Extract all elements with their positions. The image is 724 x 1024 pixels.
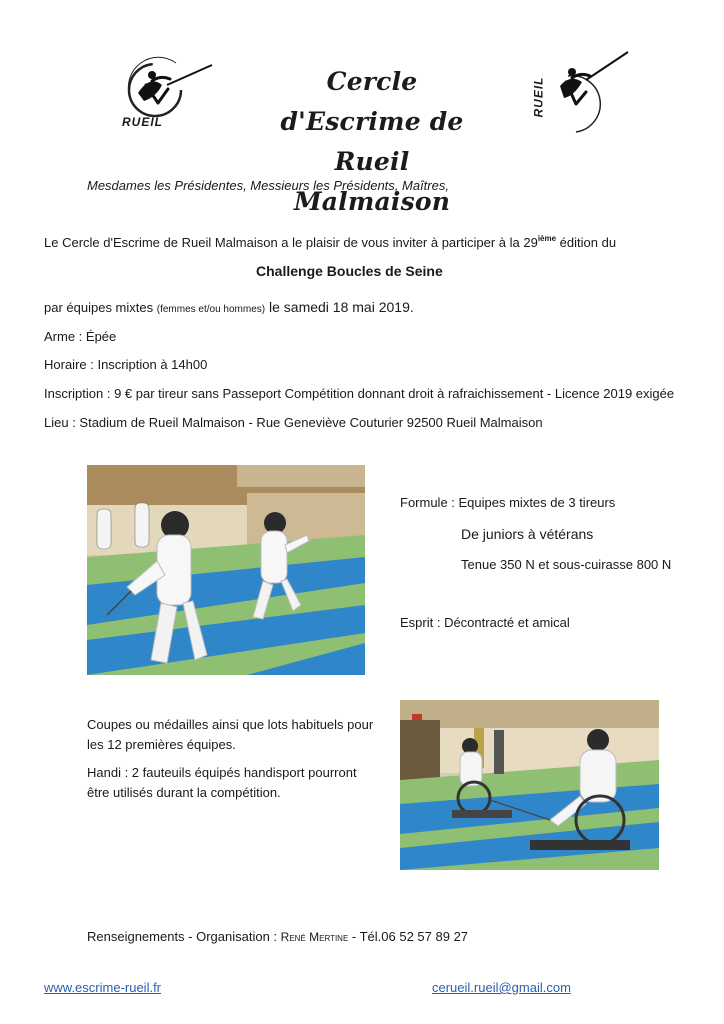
contact-line — [87, 929, 468, 945]
club-title — [262, 62, 482, 222]
levels-line: De juniors à vétérans — [461, 526, 594, 542]
intro-paragraph — [44, 235, 616, 251]
greeting: Mesdames les Présidentes, Messieurs les Présidents, Maîtres, — [87, 178, 449, 193]
prizes-line2: les 12 premières équipes. — [87, 737, 236, 752]
venue-line: Lieu : Stadium de Rueil Malmaison - Rue Geneviève Couturier 92500 Rueil Malmaison — [44, 415, 543, 430]
club-title-line1: Cercle d'Escrime de — [280, 67, 464, 136]
prizes-line1: Coupes ou médailles ainsi que lots habituels pour — [87, 717, 374, 732]
handi-line1: Handi : 2 fauteuils équipés handisport pourront — [87, 765, 357, 780]
teams-note: (femmes et/ou hommes) — [156, 304, 266, 315]
weapon-line: Arme : Épée — [44, 329, 117, 344]
contact-phone: - Tél.06 52 57 89 27 — [348, 929, 469, 944]
club-title-line2: Rueil Malmaison — [293, 147, 451, 216]
event-name: Challenge Boucles de Seine — [256, 263, 443, 279]
outfit-line: Tenue 350 N et sous-cuirasse 800 N — [461, 557, 672, 572]
intro-text: Le Cercle d'Escrime de Rueil Malmaison a le plaisir de vous inviter à participer à la 29 — [44, 235, 538, 250]
fencing-photo-hall — [87, 465, 365, 675]
contact-name: René Mertine — [280, 930, 349, 944]
contact-label: Renseignements - Organisation : — [87, 929, 281, 944]
intro-text-end: édition du — [556, 235, 617, 250]
schedule-line: Horaire : Inscription à 14h00 — [44, 357, 208, 372]
logo-left-word: RUEIL — [122, 115, 163, 129]
intro-ordinal: ième — [537, 234, 557, 243]
email-link[interactable]: cerueil.rueil@gmail.com — [432, 980, 571, 995]
spirit-line: Esprit : Décontracté et amical — [400, 615, 570, 630]
teams-line — [44, 299, 414, 318]
logo-right-word: RUEIL — [531, 76, 546, 118]
formula-line: Formule : Equipes mixtes de 3 tireurs — [400, 495, 616, 510]
teams-prefix: par équipes mixtes — [44, 300, 157, 315]
event-date: le samedi 18 mai 2019. — [265, 299, 414, 315]
fencing-photo-wheelchair — [400, 700, 659, 870]
handi-line2: être utilisés durant la compétition. — [87, 785, 281, 800]
club-logo-left — [112, 45, 217, 135]
website-link[interactable]: www.escrime-rueil.fr — [44, 980, 162, 995]
club-logo-right — [522, 46, 632, 138]
registration-line: Inscription : 9 € par tireur sans Passeport Compétition donnant droit à rafraichissement - Licence 2019 exigée — [44, 386, 675, 401]
